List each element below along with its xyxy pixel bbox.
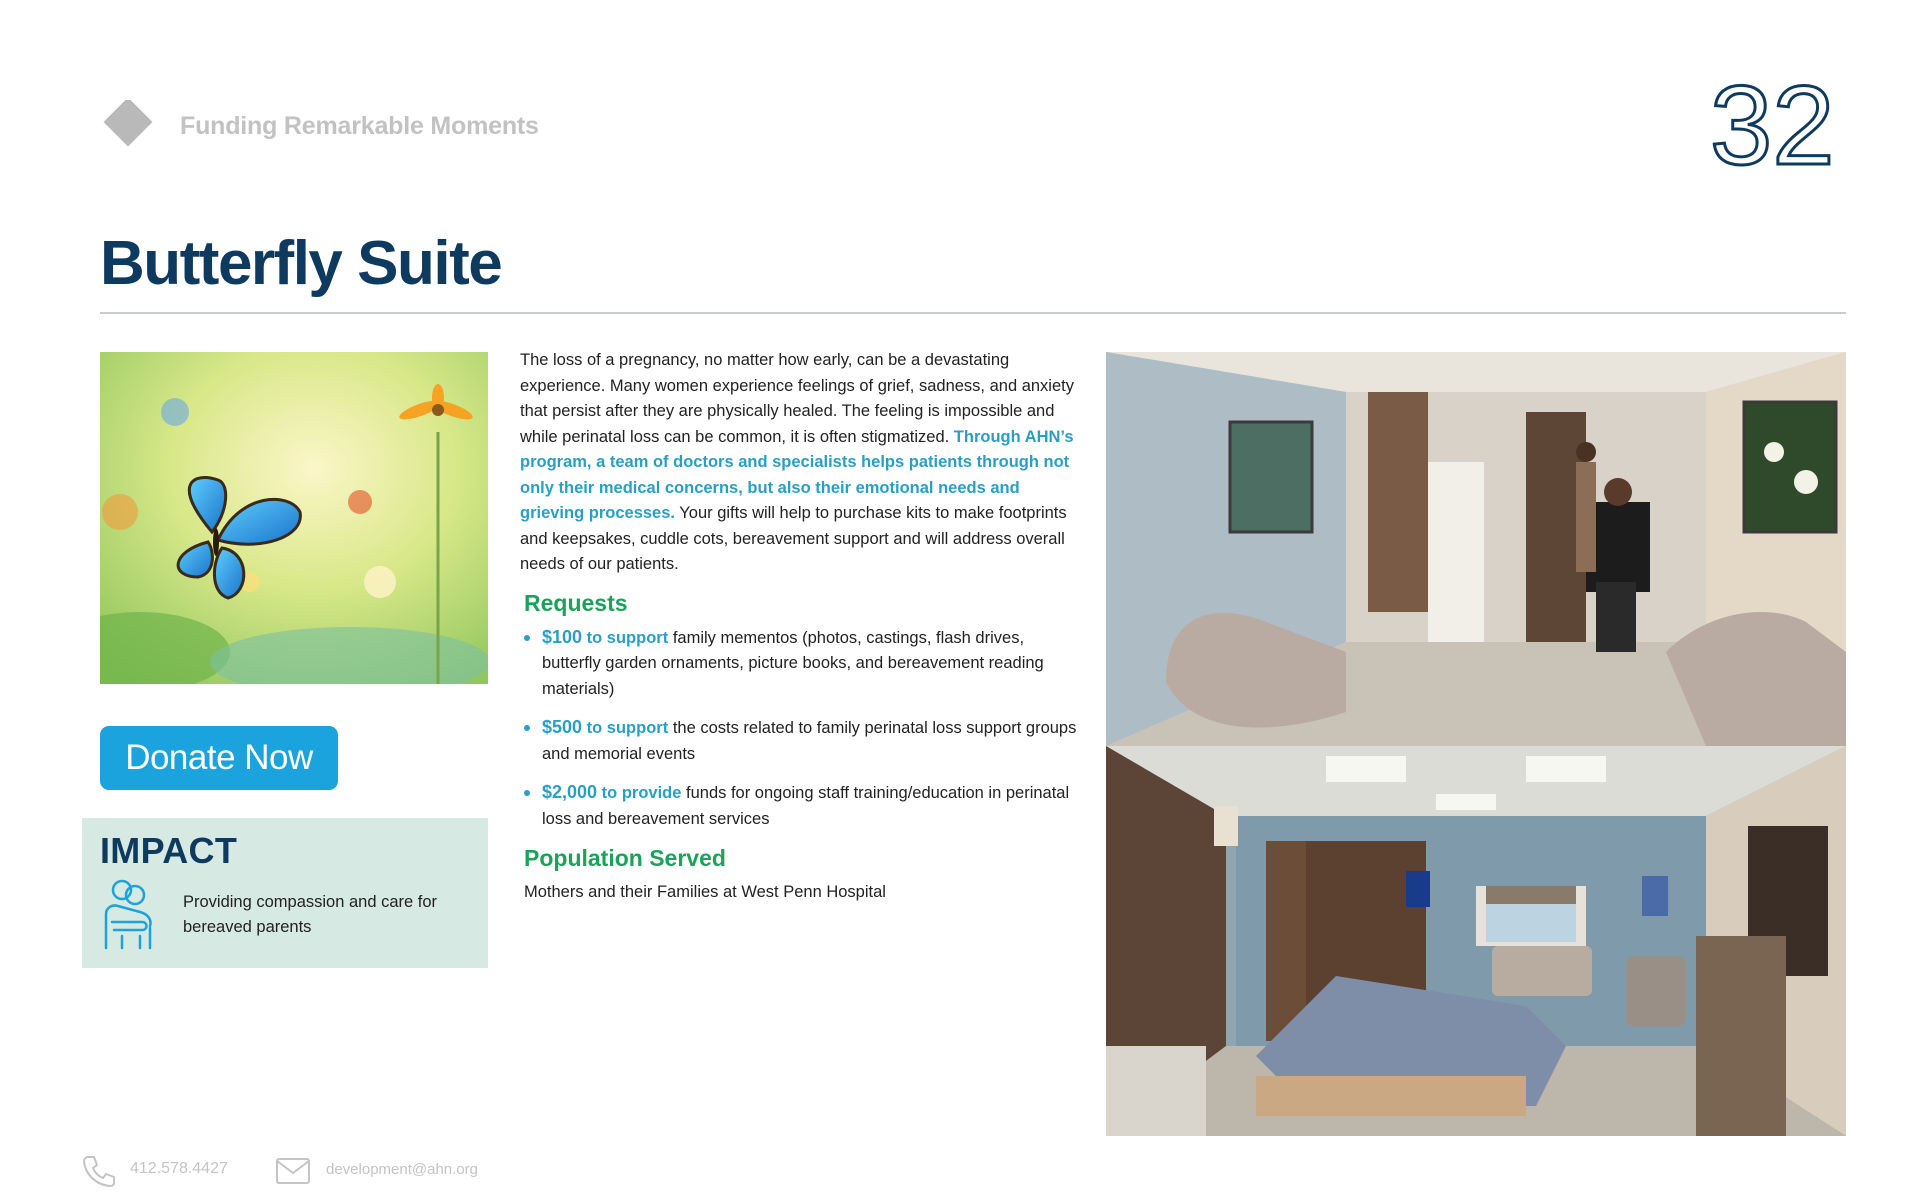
- header-title: Funding Remarkable Moments: [180, 112, 539, 140]
- request-lead: to support: [586, 628, 669, 647]
- request-item: [524, 715, 1080, 767]
- bullet-icon: [524, 635, 530, 641]
- intro-end: Your gifts will help to purchase kits to make footprints and keepsakes, cuddle cots, bereavement support and will address overall needs of our patients.: [520, 504, 1067, 573]
- intro-highlight: Through AHN’s program, a team of doctors and specialists helps patients through not only their medical concerns, but also their emotional needs and grieving processes.: [520, 427, 1074, 522]
- request-item: [524, 625, 1080, 703]
- request-lead: to provide: [601, 784, 682, 802]
- phone-icon: [82, 1154, 116, 1188]
- bullet-icon: [524, 725, 530, 731]
- title-divider: [100, 312, 1846, 314]
- request-item: [524, 780, 1080, 832]
- intro-paragraph: [520, 348, 1080, 578]
- request-text: the costs related to family perinatal loss support groups and memorial events: [542, 719, 1077, 763]
- suite-room-photo: [1106, 746, 1846, 1136]
- request-text: funds for ongoing staff training/education in perinatal loss and bereavement services: [542, 784, 1070, 828]
- suite-lounge-photo: [1106, 352, 1846, 746]
- impact-box: [82, 818, 488, 968]
- request-amount: $2,000: [542, 782, 598, 802]
- donate-now-button[interactable]: Donate Now: [100, 726, 338, 790]
- body-column: [520, 348, 1080, 905]
- impact-title: IMPACT: [100, 830, 238, 871]
- ahn-diamond-logo: [100, 100, 156, 156]
- population-text: Mothers and their Families at West Penn Hospital: [524, 883, 886, 901]
- request-lead: to support: [586, 719, 669, 737]
- page-title: Butterfly Suite: [100, 229, 502, 298]
- bullet-icon: [524, 790, 530, 796]
- butterfly-photo: [100, 352, 488, 684]
- svg-text:32: 32: [1710, 72, 1835, 182]
- requests-heading: Requests: [524, 589, 628, 616]
- request-text: family mementos (photos, castings, flash drives, butterfly garden ornaments, picture books, and bereavement reading materials): [542, 628, 1044, 698]
- impact-text: Providing compassion and care for bereaved parents: [183, 893, 438, 936]
- footer-phone[interactable]: 412.578.4427: [130, 1160, 228, 1177]
- page-number: [1710, 72, 1846, 182]
- request-amount: $100: [542, 626, 583, 647]
- intro-text: The loss of a pregnancy, no matter how early, can be a devastating experience. Many women experience feelings of grief, sadness, and anxiety that persist after they are physically healed. The feeling is impossible and while perinatal loss can be common, it is often stigmatized.: [520, 351, 1074, 446]
- mail-icon: [276, 1158, 310, 1184]
- requests-list: [520, 625, 1080, 833]
- footer-email[interactable]: development@ahn.org: [326, 1161, 478, 1178]
- population-heading: Population Served: [524, 845, 726, 871]
- hug-icon: [100, 878, 156, 954]
- request-amount: $500: [542, 717, 583, 737]
